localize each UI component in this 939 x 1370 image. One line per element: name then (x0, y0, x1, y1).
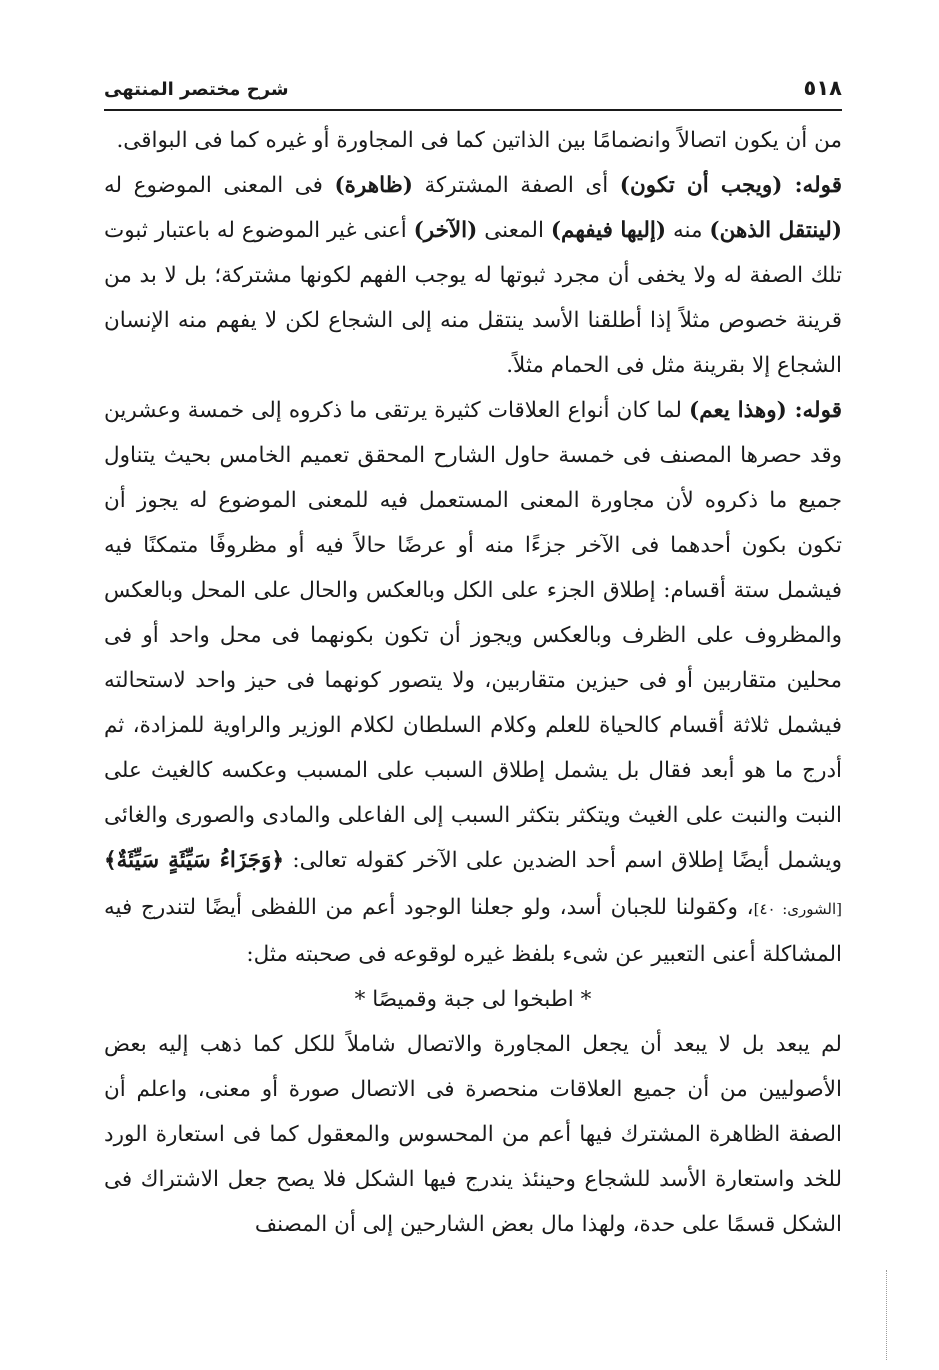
commentary-text: ، وكقولنا للجبان أسد، ولو جعلنا الوجود أعم من اللفظى أيضًا لتندرج فيه المشاكلة أعنى التعبير عن شىء بلفظ غيره لوقوعه فى صحبته مثل: (104, 895, 842, 967)
paragraph-lead: قوله: (782, 173, 843, 198)
commentary-text: أعنى غير الموضوع له باعتبار ثبوت تلك الصفة له ولا يخفى أن مجرد ثبوتها له يوجب الفهم لكونها مشتركة؛ بل لا بد من قرينة خصوص مثلاً إذا أطلقنا الأسد ينتقل منه إلى الشجاع لكن لا يفهم منه الإنسان الشجاع إلا بقرينة مثل فى الحمام مثلاً. (104, 218, 842, 378)
paragraph-lead: قوله: (786, 398, 842, 423)
quoted-term: (إليها فيفهم) (550, 218, 667, 243)
quoted-term: (ظاهرة) (334, 173, 413, 198)
running-title: شرح مختصر المنتهى (104, 79, 289, 100)
quoted-term: (الآخر) (413, 218, 478, 243)
poetry-verse: * اطبخوا لى جبة وقميصًا * (354, 987, 592, 1012)
page-edge-marks (886, 1270, 889, 1360)
commentary-text: أى الصفة المشتركة (412, 173, 620, 198)
page-body (104, 118, 842, 1247)
commentary-text: فى المعنى الموضوع له (104, 173, 335, 198)
quoted-term: (ويجب أن تكون) (619, 173, 783, 198)
paragraph-3 (104, 388, 842, 977)
paragraph-4: لم يبعد بل لا يبعد أن يجعل المجاورة والاتصال شاملاً للكل كما ذهب إليه بعض الأصوليين من أن جميع العلاقات منحصرة فى الاتصال صورة أو معنى، واعلم أن الصفة الظاهرة المشترك فيها أعم من المحسوس والمعقول كما فى استعارة الورد للخد واستعارة الأسد للشجاع وحينئذ يندرج فيها الشكل فلا يصح جعل الاشتراك فى الشكل قسمًا على حدة، ولهذا مال بعض الشارحين إلى أن المصنف (104, 1032, 842, 1237)
quran-quote: ﴿وَجَزَاءُ سَيِّئَةٍ سَيِّئَةٌ﴾ (104, 848, 284, 873)
commentary-text: لما كان أنواع العلاقات كثيرة يرتقى ما ذكروه إلى خمسة وعشرين وقد حصرها المصنف فى خمسة حاول الشارح المحقق تعميم الخامس بحيث يتناول جميع ما ذكروه لأن مجاورة المعنى المستعمل فيه للمعنى الموضوع له يجوز أن تكون بكون أحدهما فى الآخر جزءًا منه أو عرضًا حالاً فيه أو مظروفًا متمكنًا فيه فيشمل ستة أقسام: إطلاق الجزء على الكل وبالعكس والحال على المحل وبالعكس والمظروف على الظرف وبالعكس ويجوز أن تكون بكونهما فى محل واحد أو فى محلين متقاربين أو فى حيزين متقاربين، ولا يتصور كونهما فى حيز واحد لاستحالته فيشمل ثلاثة أقسام كالحياة للعلم وكلام السلطان لكلام الوزير والراوية للمزادة، ثم أدرج ما هو أبعد فقال بل يشمل إطلاق السبب على المسبب وعكسه كالغيث على النبت والنبت على الغيث ويتكثر بتكثر السبب إلى الفاعلى والمادى والصورى والغائى ويشمل أيضًا إطلاق اسم أحد الضدين على الآخر كقوله تعالى: (104, 398, 843, 873)
quoted-term: (لينتقل الذهن) (709, 218, 842, 243)
paragraph-2 (104, 163, 842, 388)
commentary-text: المعنى (477, 218, 551, 243)
quran-reference: [الشورى: ٤٠] (753, 900, 843, 918)
quoted-term: (وهذا يعم) (689, 398, 787, 423)
page-header (104, 70, 842, 100)
header-rule (104, 109, 842, 111)
paragraph-1: من أن يكون اتصالاً وانضمامًا بين الذاتين كما فى المجاورة أو غيره كما فى البواقى. (116, 128, 842, 153)
commentary-text: منه (666, 218, 710, 243)
page-number: ٥١٨ (803, 76, 842, 100)
